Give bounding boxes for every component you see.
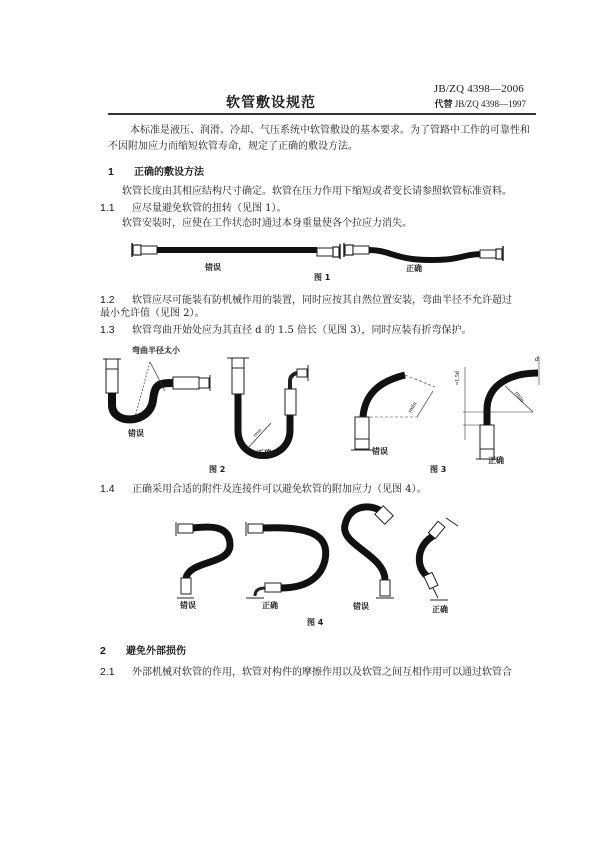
section-title: 避免外部损伤 [126,646,186,657]
intro-line-2: 不因附加应力而缩短软管寿命，规定了正确的敷设方法。 [108,141,358,152]
fig1-caption: 图 1 [314,273,331,282]
item-text: 软管弯曲开始处应为其直径 d 的 1.5 倍长（见图 3），同时应装有折弯保护。 [132,325,472,336]
fig4-label-3: 错误 [353,602,369,611]
fig4-label-1: 错误 [180,601,196,610]
item-1-2-extra: 最小允许值（见图 2）。 [100,308,205,319]
item-number: 2.1 [100,666,115,678]
header-rule [108,113,536,115]
item-text: 软管应尽可能装有防机械作用的装置，同时应按其自然位置安装，弯曲半径不允许超过 [132,295,512,306]
item-text: 正确采用合适的附件及连接件可以避免软管的附加应力（见图 4）。 [132,484,427,495]
item-number: 1.3 [100,324,115,336]
item-text: 外部机械对软管的作用，软管对构件的摩擦作用以及软管之间互相作用可以通过软管合 [132,667,512,678]
fig3-rmin-correct: rmin [513,390,525,404]
figure-2 [95,345,330,470]
document-title: 软管敷设规范 [226,95,316,111]
fig3-rmin-wrong: rmin [407,401,419,414]
section-title: 正确的敷设方法 [134,167,204,178]
item-1-4 [100,481,427,498]
item-text: 应尽量避免软管的扭转（见图 1）。 [132,203,287,214]
fig4-label-2: 正确 [262,601,278,610]
fig2-label-correct: 正确 [256,449,272,458]
fig3-d: d [535,355,539,363]
fig1-label-correct: 正确 [406,264,422,273]
hose-sagging-correct [344,243,485,260]
fig4-label-4: 正确 [432,605,448,614]
fig3-label-correct: 正确 [488,456,504,465]
fig2-rmin: rmin [252,428,264,439]
fig3-len: ≈1.5d [455,371,461,385]
intro-line-1: 本标准是液压、润滑、冷却、气压系统中软管敷设的基本要求。为了管路中工作的可靠性和 [130,125,530,136]
fig3-label-wrong: 错误 [372,447,388,456]
replaces-prefix: 代替 [434,100,453,110]
replaces-standard [434,97,526,110]
fig3-caption: 图 3 [430,465,447,474]
fig2-annotation: 弯曲半径太小 [132,346,180,355]
section-1-para: 软管长度由其相应结构尺寸确定。软管在压力作用下缩短或者变长请参照软管标准资料。 [122,186,512,197]
figure-4 [160,500,480,610]
item-number: 1.1 [100,202,115,214]
hose-straight-wrong [132,243,340,259]
fig2-caption: 图 2 [209,465,226,474]
section-number: 2 [100,645,106,657]
item-number: 1.2 [100,294,115,306]
fig1-label-wrong: 错误 [205,263,221,272]
item-1-1 [100,200,287,217]
section-2-heading [100,642,186,657]
fig4-caption: 图 4 [307,618,324,627]
item-1-1-extra: 软管安装时，应使在工作状态时通过本身重量使各个拉应力消失。 [122,218,412,229]
item-1-3 [100,322,472,339]
replaces-code: JB/ZQ 4398—1997 [454,99,526,109]
item-2-1 [100,664,512,681]
section-1-heading [108,163,204,178]
item-number: 1.4 [100,483,115,495]
figure-1-right-end [480,248,510,268]
fig2-label-wrong: 错误 [128,429,144,438]
section-number: 1 [108,166,114,178]
standard-code: JB/ZQ 4398—2006 [433,83,524,95]
